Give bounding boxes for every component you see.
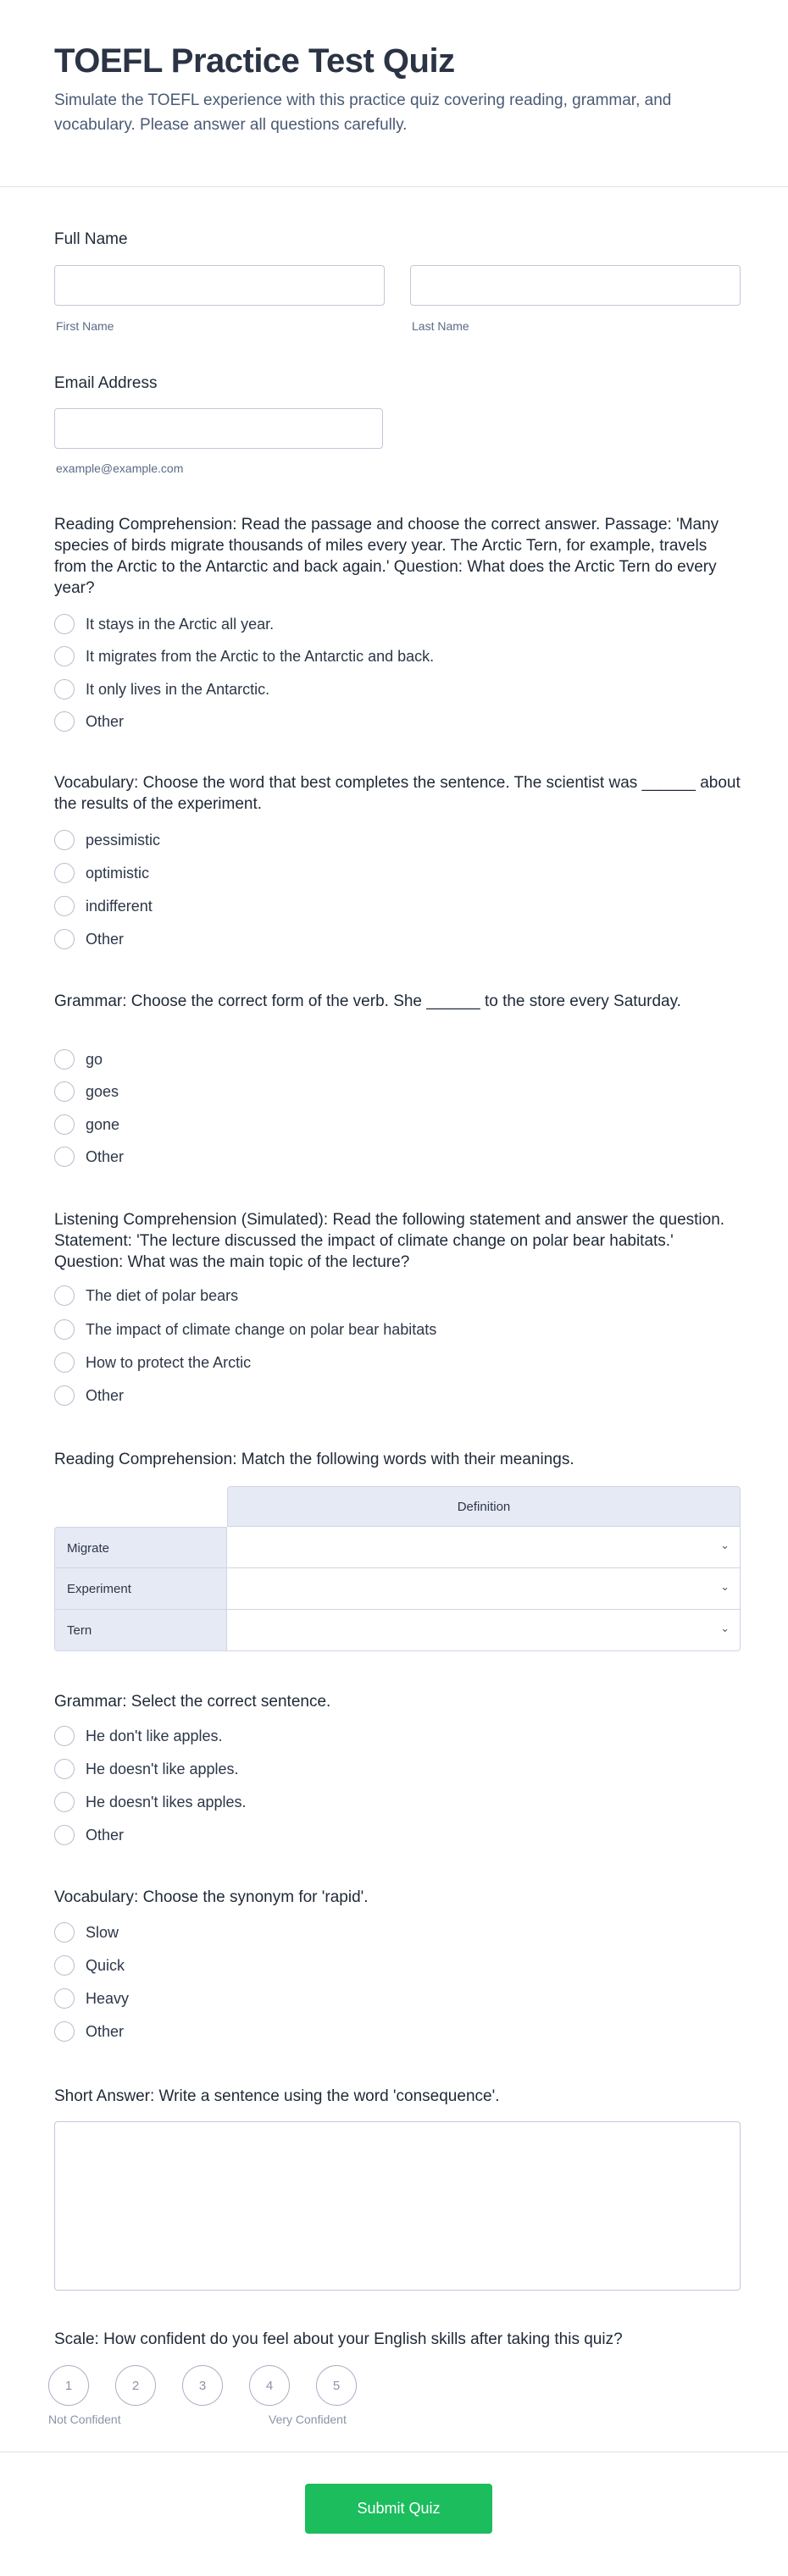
matrix-row (54, 1527, 741, 1568)
radio-button[interactable] (54, 1825, 75, 1845)
option[interactable] (54, 1318, 436, 1341)
full-name-label: Full Name (54, 230, 128, 248)
option[interactable] (54, 1081, 119, 1103)
option-label: It migrates from the Arctic to the Antarctic and back. (86, 647, 435, 665)
option-label: gone (86, 1115, 120, 1133)
radio-button[interactable] (54, 929, 75, 949)
first-name-input[interactable] (54, 265, 385, 306)
option-label: Other (86, 1147, 125, 1165)
option[interactable] (54, 1385, 124, 1407)
radio-button[interactable] (54, 679, 75, 699)
chevron-down-icon: ⌄ (720, 1580, 730, 1593)
radio-button[interactable] (54, 1147, 75, 1167)
scale-option-2[interactable]: 2 (115, 2365, 156, 2406)
option[interactable] (54, 710, 124, 732)
scale-option-1[interactable]: 1 (48, 2365, 89, 2406)
option-label: He doesn't likes apples. (86, 1793, 247, 1810)
question-1: Reading Comprehension: Read the passage and choose the correct answer. Passage: 'Many species of birds migrate thousands of miles every year. The Arctic Tern, for example, travels from the Arctic to the Antarctic and back again.' Question: What does the Arctic Tern do every year? (54, 516, 719, 597)
option[interactable] (54, 2020, 124, 2043)
radio-button[interactable] (54, 1955, 75, 1976)
scale-option-4[interactable]: 4 (249, 2365, 290, 2406)
option[interactable] (54, 1824, 124, 1846)
option-label: goes (86, 1082, 119, 1100)
option[interactable] (54, 862, 149, 884)
option[interactable] (54, 1954, 125, 1976)
matrix-row-label: Tern (54, 1610, 227, 1651)
last-name-input[interactable] (410, 265, 741, 306)
option-label: indifferent (86, 897, 153, 915)
page-description: Simulate the TOEFL experience with this practice quiz covering reading, grammar, and vocabulary. Please answer all questions carefully. (54, 91, 672, 134)
last-name-sublabel: Last Name (412, 319, 469, 333)
option-label: How to protect the Arctic (86, 1353, 252, 1371)
option-label: Other (86, 2022, 125, 2040)
radio-button[interactable] (54, 711, 75, 732)
matrix-row (54, 1610, 741, 1651)
option[interactable] (54, 928, 124, 950)
radio-button[interactable] (54, 1049, 75, 1070)
option-label: optimistic (86, 864, 150, 882)
option-label: The diet of polar bears (86, 1286, 239, 1304)
definition-select[interactable] (227, 1568, 741, 1610)
radio-button[interactable] (54, 1081, 75, 1102)
short-answer-textarea[interactable] (54, 2121, 741, 2291)
option[interactable] (54, 1791, 247, 1813)
option-label: Other (86, 1826, 125, 1844)
short-answer-question: Short Answer: Write a sentence using the word 'consequence'. (54, 2087, 500, 2105)
scale-option-3[interactable]: 3 (182, 2365, 223, 2406)
option-label: Heavy (86, 1989, 130, 2007)
option[interactable] (54, 895, 153, 917)
radio-button[interactable] (54, 614, 75, 634)
page-title: TOEFL Practice Test Quiz (54, 42, 455, 80)
option-label: It only lives in the Antarctic. (86, 680, 270, 698)
radio-button[interactable] (54, 1988, 75, 2009)
radio-button[interactable] (54, 1792, 75, 1812)
radio-button[interactable] (54, 896, 75, 916)
radio-button[interactable] (54, 646, 75, 666)
radio-button[interactable] (54, 1114, 75, 1135)
definition-select[interactable] (227, 1527, 741, 1568)
option[interactable] (54, 645, 434, 667)
radio-button[interactable] (54, 1759, 75, 1779)
radio-button[interactable] (54, 1285, 75, 1306)
radio-button[interactable] (54, 830, 75, 850)
radio-button[interactable] (54, 1352, 75, 1373)
option-label: pessimistic (86, 831, 161, 849)
option[interactable] (54, 1285, 238, 1307)
option[interactable] (54, 1758, 239, 1780)
chevron-down-icon: ⌄ (720, 1539, 730, 1551)
radio-button[interactable] (54, 1922, 75, 1943)
option[interactable] (54, 1146, 124, 1168)
option[interactable] (54, 1114, 119, 1136)
question-6: Grammar: Select the correct sentence. (54, 1693, 331, 1711)
divider (0, 186, 788, 187)
radio-button[interactable] (54, 1726, 75, 1746)
scale-question: Scale: How confident do you feel about your English skills after taking this quiz? (54, 2330, 623, 2348)
question-4: Listening Comprehension (Simulated): Read the following statement and answer the question. Statement: 'The lecture discussed the impact of climate change on polar bear habitats.' Question: What was the main topic of the lecture? (54, 1211, 725, 1271)
scale-high-label: Very Confident (269, 2413, 347, 2426)
option-label: He don't like apples. (86, 1727, 223, 1744)
option[interactable] (54, 1048, 103, 1070)
option[interactable] (54, 678, 269, 700)
option-label: Other (86, 930, 125, 948)
option[interactable] (54, 613, 274, 635)
chevron-down-icon: ⌄ (720, 1622, 730, 1634)
option-label: Slow (86, 1923, 119, 1941)
scale-option-5[interactable]: 5 (316, 2365, 357, 2406)
radio-button[interactable] (54, 1385, 75, 1406)
matrix-question: Reading Comprehension: Match the following words with their meanings. (54, 1451, 574, 1468)
question-3: Grammar: Choose the correct form of the verb. She ______ to the store every Saturday. (54, 992, 681, 1010)
question-2: Vocabulary: Choose the word that best completes the sentence. The scientist was ______ about the results of the experiment. (54, 774, 741, 813)
option-label: The impact of climate change on polar bear habitats (86, 1320, 437, 1338)
option-label: Other (86, 712, 125, 730)
email-input[interactable] (54, 408, 383, 449)
scale-low-label: Not Confident (48, 2413, 121, 2426)
option-label: Quick (86, 1956, 125, 1974)
radio-button[interactable] (54, 1319, 75, 1340)
email-sublabel: example@example.com (56, 462, 184, 475)
matrix-row (54, 1568, 741, 1610)
submit-button[interactable]: Submit Quiz (305, 2484, 492, 2534)
option[interactable] (54, 829, 160, 851)
first-name-sublabel: First Name (56, 319, 114, 333)
email-label: Email Address (54, 374, 158, 392)
radio-button[interactable] (54, 2021, 75, 2042)
option-label: Other (86, 1386, 125, 1404)
radio-button[interactable] (54, 863, 75, 883)
definition-select[interactable] (227, 1610, 741, 1651)
option[interactable] (54, 1725, 223, 1747)
option[interactable] (54, 1987, 129, 2009)
option-label: He doesn't like apples. (86, 1760, 239, 1777)
matrix-row-label: Migrate (54, 1527, 227, 1568)
option[interactable] (54, 1352, 251, 1374)
matrix-row-label: Experiment (54, 1568, 227, 1610)
question-7: Vocabulary: Choose the synonym for 'rapid'. (54, 1888, 369, 1906)
option[interactable] (54, 1921, 119, 1943)
matrix-column-header: Definition (227, 1486, 741, 1527)
option-label: go (86, 1050, 103, 1068)
option-label: It stays in the Arctic all year. (86, 615, 275, 633)
